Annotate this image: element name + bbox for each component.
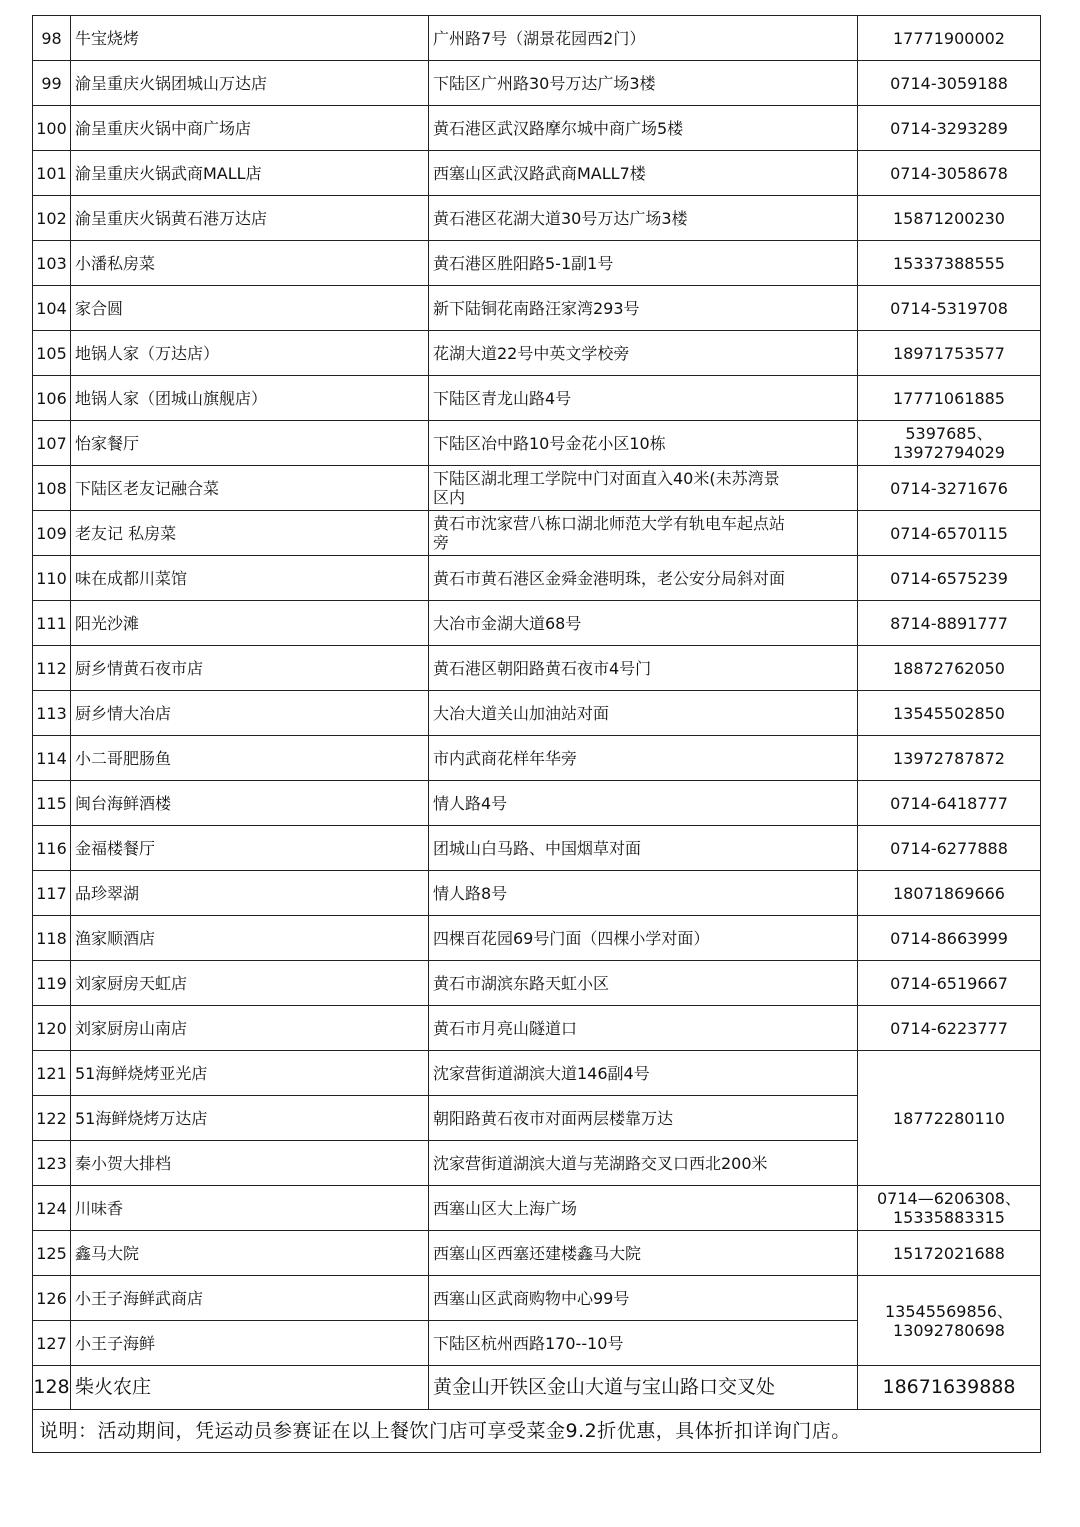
row-number: 111: [33, 601, 71, 646]
row-number: 101: [33, 151, 71, 196]
table-row: [33, 1006, 1041, 1051]
row-number: 107: [33, 421, 71, 466]
table-row: [33, 286, 1041, 331]
row-number: 110: [33, 556, 71, 601]
restaurant-phone: 15172021688: [858, 1231, 1041, 1276]
restaurant-phone: 0714-6575239: [858, 556, 1041, 601]
table-row: [33, 151, 1041, 196]
discount-note: 说明：活动期间，凭运动员参赛证在以上餐饮门店可享受菜金9.2折优惠，具体折扣详询门店。: [33, 1410, 1041, 1453]
restaurant-address: 情人路4号: [429, 781, 858, 826]
table-row: [33, 466, 1041, 511]
restaurant-phone: 15871200230: [858, 196, 1041, 241]
restaurant-address: 朝阳路黄石夜市对面两层楼靠万达: [429, 1096, 858, 1141]
restaurant-phone: 18872762050: [858, 646, 1041, 691]
row-number: 102: [33, 196, 71, 241]
restaurant-address: 黄石港区朝阳路黄石夜市4号门: [429, 646, 858, 691]
restaurant-address-cell: [429, 466, 858, 511]
table-row: [33, 1276, 1041, 1321]
table-row: [33, 871, 1041, 916]
note-row: [33, 1410, 1041, 1453]
restaurant-phone-cell: [858, 1276, 1041, 1366]
restaurant-name: 厨乡情黄石夜市店: [71, 646, 429, 691]
restaurant-address: 西塞山区大上海广场: [429, 1186, 858, 1231]
restaurant-phone-alt: 15335883315: [893, 1208, 1005, 1227]
row-number: 118: [33, 916, 71, 961]
restaurant-phone: 17771061885: [858, 376, 1041, 421]
restaurant-name: 鑫马大院: [71, 1231, 429, 1276]
restaurant-address: 下陆区青龙山路4号: [429, 376, 858, 421]
restaurant-address: 下陆区广州路30号万达广场3楼: [429, 61, 858, 106]
row-number: 114: [33, 736, 71, 781]
restaurant-name: 牛宝烧烤: [71, 16, 429, 61]
restaurant-phone: 0714—6206308、: [877, 1189, 1021, 1208]
restaurant-name: 地锅人家（万达店）: [71, 331, 429, 376]
restaurant-name: 小王子海鲜: [71, 1321, 429, 1366]
table-row: [33, 826, 1041, 871]
restaurant-name: 地锅人家（团城山旗舰店）: [71, 376, 429, 421]
restaurant-phone: 13545502850: [858, 691, 1041, 736]
restaurant-address: 沈家营街道湖滨大道与芜湖路交叉口西北200米: [429, 1141, 858, 1186]
restaurant-name: 51海鲜烧烤万达店: [71, 1096, 429, 1141]
restaurant-phone: 0714-5319708: [858, 286, 1041, 331]
restaurant-name: 渝呈重庆火锅武商MALL店: [71, 151, 429, 196]
restaurant-address: 黄石市月亮山隧道口: [429, 1006, 858, 1051]
restaurant-address: 西塞山区武商购物中心99号: [429, 1276, 858, 1321]
restaurant-name: 小王子海鲜武商店: [71, 1276, 429, 1321]
restaurant-table: [32, 15, 1041, 1453]
restaurant-address: 下陆区冶中路10号金花小区10栋: [429, 421, 858, 466]
table-row: [33, 961, 1041, 1006]
restaurant-name: 川味香: [71, 1186, 429, 1231]
restaurant-address: 黄石市黄石港区金舜金港明珠，老公安分局斜对面: [429, 556, 858, 601]
restaurant-name: 品珍翠湖: [71, 871, 429, 916]
restaurant-address: 黄石港区花湖大道30号万达广场3楼: [429, 196, 858, 241]
restaurant-name: 秦小贺大排档: [71, 1141, 429, 1186]
restaurant-address: 大冶市金湖大道68号: [429, 601, 858, 646]
table-row: [33, 331, 1041, 376]
restaurant-address: 四棵百花园69号门面（四棵小学对面）: [429, 916, 858, 961]
table-row: [33, 556, 1041, 601]
table-row: [33, 1231, 1041, 1276]
table-row: [33, 1186, 1041, 1231]
restaurant-phone: 8714-8891777: [858, 601, 1041, 646]
row-number: 121: [33, 1051, 71, 1096]
restaurant-name: 刘家厨房山南店: [71, 1006, 429, 1051]
row-number: 106: [33, 376, 71, 421]
row-number: 104: [33, 286, 71, 331]
restaurant-address: 黄石港区武汉路摩尔城中商广场5楼: [429, 106, 858, 151]
restaurant-name: 厨乡情大冶店: [71, 691, 429, 736]
restaurant-phone: 0714-3059188: [858, 61, 1041, 106]
restaurant-name: 味在成都川菜馆: [71, 556, 429, 601]
restaurant-address: 黄石市沈家营八栋口湖北师范大学有轨电车起点站: [433, 514, 786, 533]
restaurant-name: 小潘私房菜: [71, 241, 429, 286]
row-number: 117: [33, 871, 71, 916]
restaurant-phone: 0714-6223777: [858, 1006, 1041, 1051]
table-row: [33, 916, 1041, 961]
restaurant-phone: 17771900002: [858, 16, 1041, 61]
restaurant-name: 刘家厨房天虹店: [71, 961, 429, 1006]
row-number: 100: [33, 106, 71, 151]
table-row: [33, 646, 1041, 691]
restaurant-address: 大冶大道关山加油站对面: [429, 691, 858, 736]
table-row: [33, 511, 1041, 556]
restaurant-name: 小二哥肥肠鱼: [71, 736, 429, 781]
restaurant-phone: 18971753577: [858, 331, 1041, 376]
row-number: 108: [33, 466, 71, 511]
restaurant-phone-cell: [858, 421, 1041, 466]
table-row: [33, 1051, 1041, 1096]
table-row: [33, 196, 1041, 241]
restaurant-name: 金福楼餐厅: [71, 826, 429, 871]
row-number: 126: [33, 1276, 71, 1321]
restaurant-address-cell: [429, 511, 858, 556]
restaurant-address-cont: 区内: [433, 488, 466, 507]
table-row: [33, 781, 1041, 826]
restaurant-address: 西塞山区西塞还建楼鑫马大院: [429, 1231, 858, 1276]
row-number: 120: [33, 1006, 71, 1051]
restaurant-address: 西塞山区武汉路武商MALL7楼: [429, 151, 858, 196]
restaurant-phone: 0714-6418777: [858, 781, 1041, 826]
restaurant-phone-cell: [858, 1186, 1041, 1231]
restaurant-address: 黄石港区胜阳路5-1副1号: [429, 241, 858, 286]
restaurant-name: 怡家餐厅: [71, 421, 429, 466]
row-number: 109: [33, 511, 71, 556]
restaurant-phone: 13545569856、: [885, 1301, 1013, 1321]
row-number: 127: [33, 1321, 71, 1366]
restaurant-list-sheet: [32, 15, 1040, 1453]
restaurant-phone: 0714-6277888: [858, 826, 1041, 871]
restaurant-phone: 0714-6519667: [858, 961, 1041, 1006]
restaurant-phone: 5397685、: [905, 424, 993, 443]
restaurant-phone: 18671639888: [858, 1366, 1041, 1410]
restaurant-address: 黄金山开铁区金山大道与宝山路口交叉处: [429, 1366, 858, 1410]
restaurant-address: 情人路8号: [429, 871, 858, 916]
restaurant-name: 渝呈重庆火锅黄石港万达店: [71, 196, 429, 241]
restaurant-address: 团城山白马路、中国烟草对面: [429, 826, 858, 871]
row-number: 115: [33, 781, 71, 826]
restaurant-phone: 0714-3058678: [858, 151, 1041, 196]
table-row: [33, 601, 1041, 646]
row-number: 112: [33, 646, 71, 691]
row-number: 98: [33, 16, 71, 61]
row-number: 103: [33, 241, 71, 286]
restaurant-name: 家合圆: [71, 286, 429, 331]
table-row: [33, 241, 1041, 286]
restaurant-name: 渔家顺酒店: [71, 916, 429, 961]
restaurant-phone: 0714-8663999: [858, 916, 1041, 961]
restaurant-address: 沈家营街道湖滨大道146副4号: [429, 1051, 858, 1096]
row-number: 123: [33, 1141, 71, 1186]
row-number: 116: [33, 826, 71, 871]
restaurant-phone: 0714-3271676: [858, 466, 1041, 511]
table-row: [33, 61, 1041, 106]
restaurant-phone: 15337388555: [858, 241, 1041, 286]
restaurant-name: 51海鲜烧烤亚光店: [71, 1051, 429, 1096]
restaurant-phone: 13972787872: [858, 736, 1041, 781]
row-number: 124: [33, 1186, 71, 1231]
table-row: [33, 1366, 1041, 1410]
restaurant-phone: 18772280110: [858, 1051, 1041, 1186]
table-row: [33, 691, 1041, 736]
row-number: 105: [33, 331, 71, 376]
restaurant-phone-alt: 13972794029: [893, 443, 1005, 462]
restaurant-address: 下陆区湖北理工学院中门对面直入40米(未苏湾景: [433, 469, 780, 488]
table-row: [33, 421, 1041, 466]
restaurant-name: 渝呈重庆火锅团城山万达店: [71, 61, 429, 106]
restaurant-address: 广州路7号（湖景花园西2门）: [429, 16, 858, 61]
restaurant-address-cont: 旁: [433, 533, 450, 552]
restaurant-address: 下陆区杭州西路170--10号: [429, 1321, 858, 1366]
row-number: 99: [33, 61, 71, 106]
restaurant-address: 花湖大道22号中英文学校旁: [429, 331, 858, 376]
table-row: [33, 16, 1041, 61]
row-number: 122: [33, 1096, 71, 1141]
row-number: 113: [33, 691, 71, 736]
restaurant-phone-alt: 13092780698: [893, 1320, 1005, 1340]
restaurant-address: 黄石市湖滨东路天虹小区: [429, 961, 858, 1006]
restaurant-name: 闽台海鲜酒楼: [71, 781, 429, 826]
restaurant-address: 新下陆铜花南路汪家湾293号: [429, 286, 858, 331]
row-number: 125: [33, 1231, 71, 1276]
restaurant-name: 老友记 私房菜: [71, 511, 429, 556]
restaurant-name: 阳光沙滩: [71, 601, 429, 646]
restaurant-address: 市内武商花样年华旁: [429, 736, 858, 781]
table-row: [33, 736, 1041, 781]
table-row: [33, 376, 1041, 421]
row-number: 128: [33, 1366, 71, 1410]
table-row: [33, 106, 1041, 151]
restaurant-phone: 0714-6570115: [858, 511, 1041, 556]
restaurant-phone: 0714-3293289: [858, 106, 1041, 151]
restaurant-name: 柴火农庄: [71, 1366, 429, 1410]
row-number: 119: [33, 961, 71, 1006]
restaurant-phone: 18071869666: [858, 871, 1041, 916]
restaurant-name: 下陆区老友记融合菜: [71, 466, 429, 511]
restaurant-name: 渝呈重庆火锅中商广场店: [71, 106, 429, 151]
